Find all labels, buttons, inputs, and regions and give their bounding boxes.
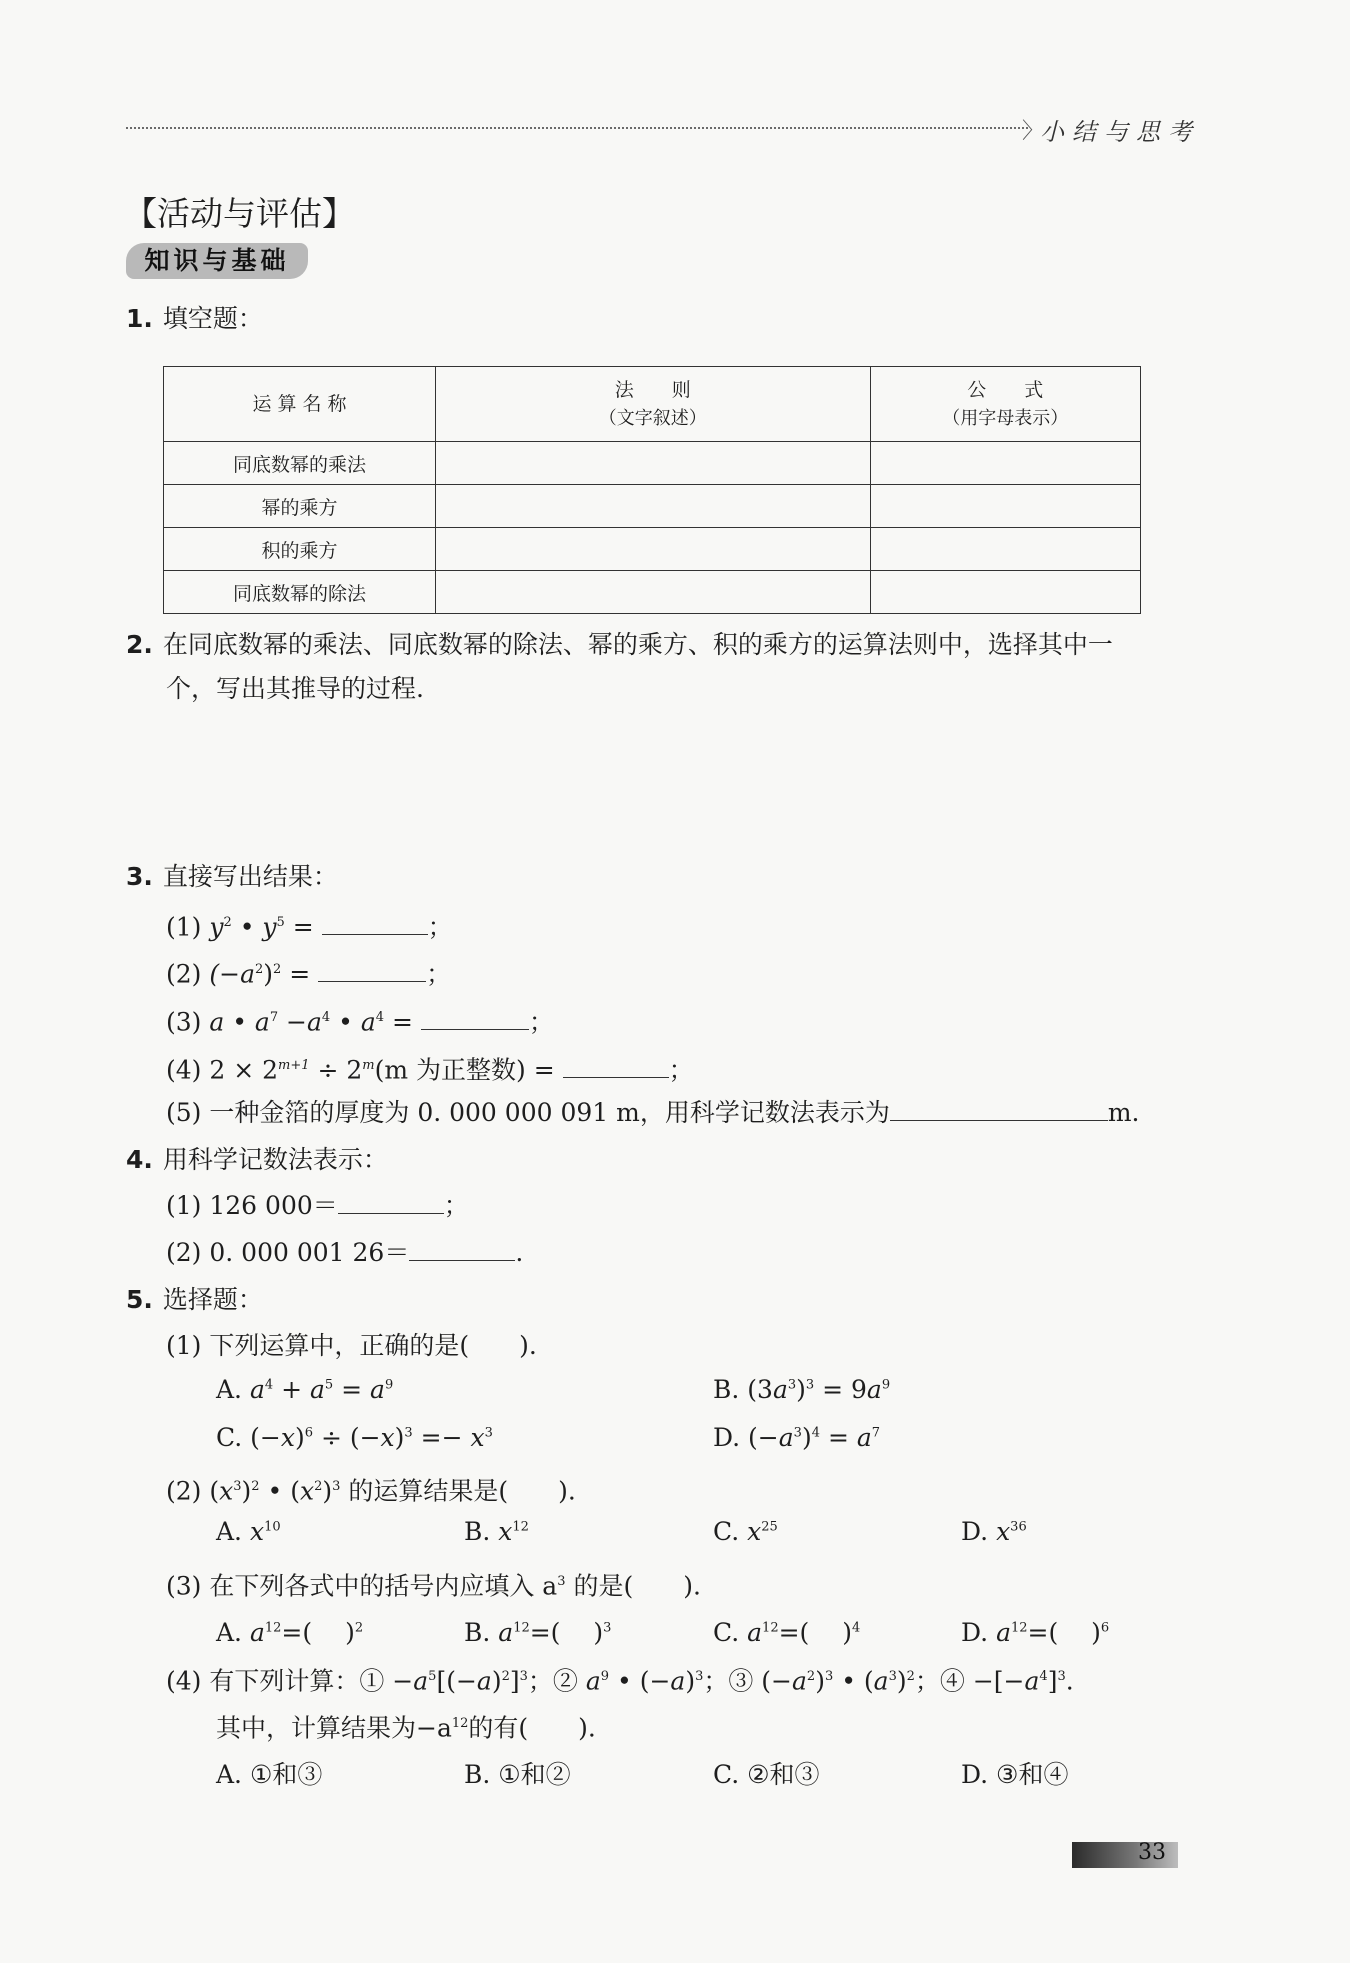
stem-text: 的是( ). xyxy=(565,1571,701,1601)
item-text: 126 000＝ xyxy=(209,1191,338,1220)
item-label: (2) xyxy=(166,959,202,989)
option-b[interactable]: B. $(3a^3)^3 = 9a^9$ xyxy=(713,1375,891,1404)
item-label: (3) xyxy=(166,1007,202,1037)
exponent: 3 xyxy=(557,1574,566,1589)
option-label: B. xyxy=(713,1375,740,1404)
expr: = xyxy=(281,959,319,989)
answer-blank[interactable] xyxy=(409,1238,515,1261)
option-d[interactable]: D. $x^{36}$ xyxy=(961,1517,1027,1546)
item-label: (1) xyxy=(166,1191,202,1220)
exponent: 7 xyxy=(269,1010,279,1025)
q4-item-2 xyxy=(166,1236,523,1270)
table-row xyxy=(164,485,1141,528)
punct: ； xyxy=(668,1055,694,1085)
header-label: 法 则 xyxy=(614,378,691,401)
question-text: 选择题： xyxy=(162,1285,263,1314)
exponent: 25 xyxy=(761,1519,778,1535)
option-b[interactable]: B. $a^{12}=$( )$^3$ xyxy=(464,1618,612,1647)
exponent: 4 xyxy=(852,1620,861,1636)
option-d[interactable]: D. ③和④ xyxy=(961,1760,1069,1789)
question-3 xyxy=(126,860,338,894)
question-2-line2: 个，写出其推导的过程. xyxy=(166,674,424,703)
stem-text: 的运算结果是( ). xyxy=(348,1476,576,1506)
exponent: 2 xyxy=(273,962,282,977)
question-number: 1. xyxy=(126,304,153,333)
item-label: (2) xyxy=(166,1238,202,1267)
stem-text: 其中，计算结果为−a xyxy=(216,1713,452,1743)
option-a[interactable]: A. $a^4 + a^5 = a^9$ xyxy=(216,1375,394,1404)
rules-table xyxy=(163,366,1141,614)
option-label: D. xyxy=(961,1517,989,1546)
question-5 xyxy=(126,1283,263,1317)
row-label: 积的乘方 xyxy=(164,528,436,571)
option-label: C. xyxy=(216,1423,243,1452)
q5-sub1-stem: (1) 下列运算中，正确的是( ). xyxy=(166,1331,537,1360)
q5-sub4-stem: (4) 有下列计算：① $-a^5[(-a)^2]^3$；② $a^9$ • $(-a)^3$；③ $(-a^2)^3$ • $(a^3)^2$；④ $-[-a^4]^3$. xyxy=(166,1666,1074,1696)
expr: ÷ 2 xyxy=(309,1055,363,1085)
answer-blank[interactable] xyxy=(322,912,428,935)
q3-item-3 xyxy=(166,1001,554,1039)
item-text: 0. 000 001 26＝ xyxy=(209,1238,410,1267)
item-label: (1) xyxy=(166,912,202,942)
q3-item-2 xyxy=(166,953,451,991)
q5-sub4-line2 xyxy=(216,1707,596,1745)
header-title: 小结与思考 xyxy=(1040,118,1200,146)
table-row xyxy=(164,528,1141,571)
expr: ) xyxy=(263,959,274,989)
option-c[interactable]: C. $x^{25}$ xyxy=(713,1517,778,1546)
punct: ； xyxy=(426,959,452,989)
header-label: 公 式 xyxy=(967,378,1044,401)
q3-item-1 xyxy=(166,906,453,944)
question-number: 2. xyxy=(126,630,153,659)
option-a[interactable]: A. $x^{10}$ xyxy=(216,1517,281,1546)
answer-blank[interactable] xyxy=(890,1098,1108,1121)
punct: . xyxy=(515,1238,524,1267)
question-text: 填空题： xyxy=(162,304,263,333)
exponent: 4 xyxy=(321,1010,331,1025)
question-text: 在同底数幂的乘法、同底数幂的除法、幂的乘方、积的乘方的运算法则中，选择其中一 xyxy=(162,630,1113,659)
answer-blank[interactable] xyxy=(318,959,426,982)
exponent: m xyxy=(362,1058,375,1073)
expr: y xyxy=(209,912,224,942)
unit: m. xyxy=(1107,1098,1140,1127)
exponent: m+1 xyxy=(278,1058,310,1073)
section-badge: 知识与基础 xyxy=(126,243,308,279)
option-c[interactable]: C. $a^{12}=$( )$^4$ xyxy=(713,1618,861,1647)
item-text: 一种金箔的厚度为 0. 000 000 091 m，用科学记数法表示为 xyxy=(209,1098,890,1127)
expr: • y xyxy=(231,912,277,942)
option-b[interactable]: B. ①和② xyxy=(464,1760,571,1789)
expr: • a xyxy=(330,1007,376,1037)
row-label: 同底数幂的除法 xyxy=(164,571,436,614)
option-label: A. xyxy=(216,1375,243,1404)
table-row xyxy=(164,442,1141,485)
item-label: (5) xyxy=(166,1098,202,1127)
header-sublabel: （文字叙述） xyxy=(598,407,707,429)
stem-text: (3) 在下列各式中的括号内应填入 a xyxy=(166,1571,558,1601)
table-header-cell xyxy=(436,367,871,442)
table-header-cell xyxy=(870,367,1141,442)
exponent: 2 xyxy=(254,962,264,977)
exponent: 2 xyxy=(354,1620,364,1636)
question-number: 3. xyxy=(126,862,153,891)
header-dotted-rule xyxy=(126,127,1028,129)
answer-blank[interactable] xyxy=(338,1191,444,1214)
question-4 xyxy=(126,1143,388,1177)
option-label: C. xyxy=(713,1517,740,1546)
exponent: 6 xyxy=(1100,1620,1110,1636)
option-label: A. xyxy=(216,1618,243,1647)
expr: 2 × 2 xyxy=(209,1055,279,1085)
option-d[interactable]: D. $(-a^3)^4 = a^7$ xyxy=(713,1423,881,1452)
option-label: B. xyxy=(464,1517,491,1546)
header-sublabel: （用字母表示） xyxy=(942,407,1069,429)
expr: = xyxy=(384,1007,421,1037)
expr: = xyxy=(284,912,322,942)
question-number: 5. xyxy=(126,1285,153,1314)
q5-sub2-stem: (2) $(x^3)^2$ • $(x^2)^3$ 的运算结果是( ). xyxy=(166,1476,576,1506)
option-d[interactable]: D. $a^{12}=$( )$^6$ xyxy=(961,1618,1110,1647)
row-label: 同底数幂的乘法 xyxy=(164,442,436,485)
exponent: 12 xyxy=(451,1716,469,1731)
option-label: A. xyxy=(216,1517,243,1546)
exponent: 12 xyxy=(512,1519,529,1535)
exponent: 4 xyxy=(375,1010,385,1025)
answer-blank[interactable] xyxy=(421,1007,529,1030)
exponent: 36 xyxy=(1010,1519,1027,1535)
question-2 xyxy=(126,628,1113,662)
expr: −a xyxy=(278,1007,322,1037)
answer-cell[interactable] xyxy=(870,571,1141,614)
answer-cell[interactable] xyxy=(436,485,871,528)
question-text: 直接写出结果： xyxy=(162,862,338,891)
exponent: 5 xyxy=(276,915,285,930)
table-header-row xyxy=(164,367,1141,442)
item-label: (4) xyxy=(166,1055,202,1085)
question-number: 4. xyxy=(126,1145,153,1174)
q5-sub3-stem xyxy=(166,1565,701,1603)
table-header-cell xyxy=(164,367,436,442)
answer-cell[interactable] xyxy=(436,528,871,571)
stem-text: 的有( ). xyxy=(468,1713,596,1743)
expr: (−a xyxy=(209,959,255,989)
table-row xyxy=(164,571,1141,614)
exponent: 10 xyxy=(264,1519,281,1535)
option-c[interactable]: C. $(-x)^6 \div (-x)^3 =- x^3$ xyxy=(216,1423,493,1452)
option-label: B. xyxy=(464,1618,491,1647)
punct: ； xyxy=(528,1007,554,1037)
exponent: 2 xyxy=(223,915,232,930)
expr: (m 为正整数) = xyxy=(374,1055,563,1085)
page-number: 33 xyxy=(1138,1840,1166,1865)
option-label: D. xyxy=(961,1618,989,1647)
option-a[interactable]: A. ①和③ xyxy=(216,1760,323,1789)
option-c[interactable]: C. ②和③ xyxy=(713,1760,820,1789)
answer-cell[interactable] xyxy=(436,442,871,485)
exponent: 3 xyxy=(603,1620,612,1636)
q4-item-1 xyxy=(166,1189,469,1223)
header-label: 运 算 名 称 xyxy=(252,393,347,415)
q3-item-5 xyxy=(166,1096,1139,1130)
expr: a • a xyxy=(209,1007,270,1037)
answer-cell[interactable] xyxy=(870,528,1141,571)
q3-item-4 xyxy=(166,1049,694,1087)
option-b[interactable]: B. $x^{12}$ xyxy=(464,1517,529,1546)
question-text: 用科学记数法表示： xyxy=(162,1145,388,1174)
header-arrow-icon: 〉 xyxy=(1022,119,1045,144)
option-a[interactable]: A. $a^{12}=$( )$^2$ xyxy=(216,1618,364,1647)
option-label: C. xyxy=(713,1618,740,1647)
answer-cell[interactable] xyxy=(870,442,1141,485)
option-label: D. xyxy=(713,1423,741,1452)
question-1 xyxy=(126,302,263,336)
punct: ； xyxy=(427,912,453,942)
section-title: 【活动与评估】 xyxy=(124,194,355,233)
row-label: 幂的乘方 xyxy=(164,485,436,528)
answer-cell[interactable] xyxy=(870,485,1141,528)
punct: ； xyxy=(443,1191,469,1220)
answer-blank[interactable] xyxy=(563,1055,669,1078)
answer-cell[interactable] xyxy=(436,571,871,614)
